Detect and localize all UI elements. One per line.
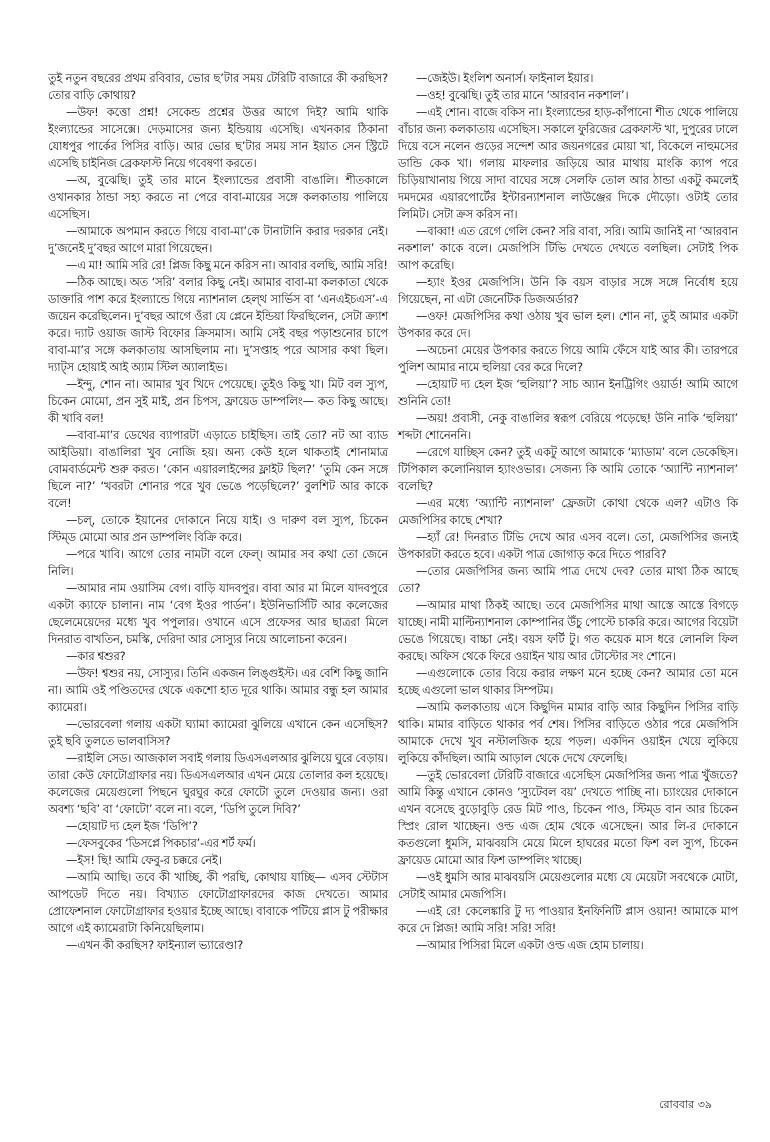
paragraph: —এখন কী করছিস? ফাইন্যাল ভ্যারেণ্ডা? [66,938,244,952]
right-text-column [398,70,738,954]
paragraph: —হ্যাঁ রে! দিনরাত টিভি দেখে আর এসব বলে। তো, মেজপিসির জন্যই উপকারটা করতে হবে। একটা পাত্র জোগাড় করে দিতে পারবি? [398,530,738,561]
page-folio: রোববার ৩৯ [659,1098,712,1111]
paragraph: —বাবা-মা’র ডেথের ব্যাপারটা এড়াতে চাইছিস। তাই তো? নট আ ব্যাড আইডিয়া। বাঙালিরা খুব নোজি হয়। অন্য কেউ হলে থাকতাই শোনামাত্র বোমবার্ডমেন্ট শুরু করত। ‘কোন এয়ারলাইন্সের ফ্লাইট ছিল?’ ‘তুমি কেন সঙ্গে ছিলে না?’ ‘খবরটা শোনার পরে খুব ভেঙে পড়েছিলে?’ বুলশিট আর কাকে বলে! [48,428,388,510]
paragraph: —আমাকে অপমান করতে গিয়ে বাবা-মা’কে টানাটানি করার দরকার নেই। দু’জনেই দু’বছর আগে মারা গিয়েছেন। [48,224,388,255]
paragraph: —তোর মেজপিসির জন্য আমি পাত্র দেখে দেব? তোর মাথা ঠিক আছে তো? [398,564,738,595]
paragraph: —এগুলোকে তোর বিয়ে করার লক্ষণ মনে হচ্ছে কেন? আমার তো মনে হচ্ছে এগুলো ভাল থাকার সিম্পটম। [398,666,738,697]
paragraph: —ইন্দু, শোন না। আমার খুব খিদে পেয়েছে। তুইও কিছু খা। মিট বল স্যুপ, চিকেন মোমো, প্রন সুই মাই, প্রন চিপস, ফ্রায়েড ডাম্পলিং— কত কিছু আছে। কী খাবি বল! [48,377,388,425]
left-text-column [48,70,388,954]
paragraph: —অ, বুঝেছি। তুই তার মানে ইংল্যান্ডের প্রবাসী বাঙালি। শীতকালে ওখানকার ঠান্ডা সহ্য করতে না পেরে বাবা-মায়ের সঙ্গে কলকাতায় পালিয়ে এসেছিস। [48,173,388,221]
paragraph: —আমার পিসিরা মিলে একটা ওল্ড এজ হোম চালায়। [416,938,644,952]
paragraph: —ঠিক আছে। অত ‘সরি’ বলার কিছু নেই। আমার বাবা-মা কলকাতা থেকে ডাক্তারি পাশ করে ইংল্যান্ডে গিয়ে ন্যাশনাল হেল্‌থ সার্ভিস বা ‘এনএইচএস’-এ জয়েন করেছিলেন। দু’বছর আগে ওঁরা যে প্লেনে ইন্ডিয়া ফিরছিলেন, সেটা ক্র্যাশ করে। দ্যাট ওয়াজ জাস্ট বিফোর ক্রিসমাস। আমি সেই বছর পড়াশুনোর চাপে বাবা-মা’র সঙ্গে কলকাতায় আসছিলাম না। দু’সপ্তাহ পরে আসার কথা ছিল। দ্যাট্‌স হোয়াই আই অ্যাম স্টিল অ্যালাইভ। [48,275,388,374]
paragraph: —আমি আছি। তবে কী খাচ্ছি, কী পরছি, কোথায় যাচ্ছি— এসব স্টেটাস আপডেট দিতে নয়। বিখ্যাত ফোটোগ্রাফারদের কাজ দেখতে। আমার প্রোফেশনাল ফোটোগ্রাফার হওয়ার ইচ্ছে আছে। বাবাকে পটিয়ে প্লাস টু পরীক্ষার আগে এই ক্যামেরাটা কিনিয়েছিলাম। [48,870,388,935]
paragraph: —হোয়াট দ্য হেল ইজ ‘ডিপি’? [66,819,198,833]
paragraph: —আমার মাথা ঠিকই আছে। তবে মেজপিসির মাথা আস্তে আস্তে বিগড়ে যাচ্ছে। নামী মাল্টিন্যাশনাল কোম্পানির উঁচু পোস্টে চাকরি করে। আগের বিয়েটা ভেঙে গিয়েছে। বাচ্চা নেই। বয়স ফর্টি টু। গত কয়েক মাস ধরে লোনলি ফিল করছে। অফিস থেকে ফিরে ওয়াইন খায় আর টোস্টোর সং শোনে। [398,598,738,663]
paragraph: —ওই ধুমসি আর মাঝবয়সি মেয়েগুলোর মধ্যে যে মেয়েটা সবথেকে মোটা, সেটাই আমার মেজপিসি। [398,870,738,901]
paragraph: —রেগে যাচ্ছিস কেন? তুই একটু আগে আমাকে ‘ম্যাডাম’ বলে ডেকেছিস। টিপিকাল কলোনিয়াল হ্যাংওভার। সেজন্য কি আমি তোকে ‘অ্যান্টি ন্যাশনাল’ বলেছি? [398,445,738,493]
paragraph: —এর মধ্যে ‘অ্যান্টি ন্যাশনাল’ ফ্রেজটা কোথা থেকে এল? এটাও কি মেজপিসির কাছে শেখা? [398,496,738,527]
paragraph: —অয়! প্রবাসী, নেকু বাঙালির স্বরূপ বেরিয়ে পড়েছে! উনি নাকি ‘হুলিয়া’ শব্দটা শোনেননি। [398,411,738,442]
paragraph: —তুই ভোরবেলা টেরিটি বাজারে এসেছিস মেজপিসির জন্য পাত্র খুঁজতে? আমি কিন্তু এখানে কোনও ‘স্যুটেবল বয়’ দেখতে পাচ্ছি না। চ্যাংয়ের দোকানে এখন বসেছে বুড়োবুড়ি রেড মিট পাও, চিকেন পাও, স্টিম্‌ড বান আর চিকেন স্প্রিং রোল খাচ্ছেন। ওল্ড এজ হোম থেকে এসেছেন। আর লি-র দোকানে কতগুলো ধুমসি, মাঝবয়সি মেয়ে মিলে হাঘরের মতো ফিশ বল স্যুপ, চিকেন ফ্রায়েড মোমো আর ফিশ ডাম্পলিং খাচ্ছে। [398,768,738,867]
paragraph: —কার শ্বশুর? [66,649,126,663]
paragraph: —এই রে! কেলেঙ্কারি টু দ্য পাওয়ার ইনফিনিটি প্লাস ওয়ান! আমাকে মাপ করে দে প্লিজ! আমি সরি! সরি! সরি! [398,904,738,935]
paragraph: —জেইউ। ইংলিশ অনার্স। ফাইনাল ইয়ার। [416,71,594,85]
paragraph: —হ্যাং ইওর মেজপিসি। উনি কি বয়স বাড়ার সঙ্গে সঙ্গে নির্বোধ হয়ে গিয়েছেন, না এটা জেনেটিক ডিজঅর্ডার? [398,275,738,306]
paragraph: —উফ! শ্বশুর নয়, সোস্যুর। তিনি একজন লিঙ্গুইস্ট। এর বেশি কিছু জানি না। আমি ওই পণ্ডিতদের থেকে একশো হাত দূরে থাকি। আমার বন্ধু হল আমার ক্যামেরা। [48,666,388,714]
paragraph: —ওফ! মেজপিসির কথা ওঠায় খুব ভাল হল। শোন না, তুই আমার একটা উপকার করে দে। [398,309,738,340]
paragraph: —হোয়াট দ্য হেল ইজ ‘হুলিয়া’? সাচ অ্যান ইনট্রিগিং ওয়ার্ড! আমি আগে শুনিনি তো! [398,377,738,408]
paragraph: —চল্‌, তোকে ইয়ানের দোকানে নিয়ে যাই। ও দারুণ বল স্যুপ, চিকেন স্টিম্‌ড মোমো আর প্রন ডাম্পলিং বিক্রি করে। [48,513,388,544]
paragraph: —উফ! কত্তো প্রশ্ন! সেকেন্ড প্রশ্নের উত্তর আগে দিই? আমি থাকি ইংল্যান্ডের সাসেক্সে। দেড়মাসের জন্য ইন্ডিয়ায় এসেছি। এখনকার ঠিকানা যোধপুর পার্কের পিসির বাড়ি। আর ভোর ছ’টার সময় সান ইয়াত সেন স্ট্রিটে এসেছি চাইনিজ ব্রেকফাস্ট নিয়ে গবেষণা করতে। [48,105,388,170]
paragraph: —ইস! ছি! আমি ফেবু-র চক্করে নেই। [66,853,222,867]
paragraph: —আমার নাম ওয়াসিম বেগ। বাড়ি যাদবপুর। বাবা আর মা মিলে যাদবপুরে একটা ক্যাফে চালান। নাম ‘বেগ ইওর পার্ডন’। ইউনিভার্সিটি আর কলেজের ছেলেমেয়েদের মধ্যে খুব পপুলার। ওখানে এসে প্রফেসর আর ছাত্ররা মিলে দিনরাত বাখতিন, চমস্কি, দেরিদা আর সোস্যুর নিয়ে আলোচনা করেন। [48,581,388,646]
paragraph: —এ মা! আমি সরি রে! প্লিজ কিছু মনে করিস না। আবার বলছি, আমি সরি! [66,258,388,272]
paragraph: —ফেসবুকের ‘ডিসপ্লে পিকচার’-এর শর্ট ফর্ম। [66,836,256,850]
paragraph: —ওহ! বুঝেছি। তুই তার মানে ‘আরবান নকশাল’। [416,88,629,102]
paragraph: —ভোরবেলা গলায় একটা ঘ্যামা ক্যামেরা ঝুলিয়ে এখানে কেন এসেছিস? তুই ছবি তুলতে ভালবাসিস? [48,717,388,748]
paragraph: —রাইলি সেড। আজকাল সবাই গলায় ডিএসএলআর ঝুলিয়ে ঘুরে বেড়ায়। তারা কেউ ফোটোগ্রাফার নয়। ডিএসএলআর এখন মেয়ে তোলার কল হয়েছে। কলেজের মেয়েগুলো পিছনে ঘুরঘুর করে ফোটো তুলে দেওয়ার জন্য। ওরা অবশ্য ‘ছবি’ বা ‘ফোটো’ বলে না। বলে, ‘ডিপি তুলে দিবি?’ [48,751,388,816]
paragraph: তুই নতুন বছরের প্রথম রবিবার, ভোর ছ’টার সময় টেরিটি বাজারে কী করছিস? তোর বাড়ি কোথায়? [48,71,388,102]
paragraph: —আমি কলকাতায় এসে কিছুদিন মামার বাড়ি আর কিছুদিন পিসির বাড়ি থাকি। মামার বাড়িতে থাকার পর্ব শেষ। পিসির বাড়িতে ওঠার পরে মেজপিসি আমাকে দেখে খুব নস্টালজিক হয়ে পড়ল। একদিন ওয়াইন খেয়ে লুকিয়ে লুকিয়ে কাঁদছিল। আমি আড়াল থেকে দেখে ফেলেছি। [398,700,738,765]
paragraph: —পরে খাবি। আগে তোর নামটা বলে ফেল্‌। আমার সব কথা তো জেনে নিলি। [48,547,388,578]
paragraph: —অচেনা মেয়ের উপকার করতে গিয়ে আমি ফেঁসে যাই আর কী। তারপরে পুলিশ আমার নামে হুলিয়া বের করে দিলে? [398,343,738,374]
paragraph: —বাব্বা! এত রেগে গেলি কেন? সরি বাবা, সরি। আমি জানিই না ‘আরবান নকশাল’ কাকে বলে। মেজপিসি টিভি দেখতে দেখতে বলছিল। সেটাই পিক আপ করেছি। [398,224,738,272]
paragraph: —এই শোন। বাজে বকিস না। ইংল্যান্ডের হাড়-কাঁপানো শীত থেকে পালিয়ে বাঁচার জন্য কলকাতায় এসেছিস। সকালে ফুরিজের ব্রেকফাস্ট খা, দুপুরের ঢালে দিয়ে বসে নলেন গুড়ের সন্দেশ আর জয়নগরের মোয়া খা, বিকেলে নাহুমসের ডান্ডি কেক খা। গলায় মাফলার জড়িয়ে আর মাথায় মাংকি ক্যাপ পরে চিড়িয়াখানায় গিয়ে সাদা বাঘের সঙ্গে সেলফি তোল আর ঠান্ডা একটু কমলেই দমদমের এয়ারপোর্টের ইন্টারন্যাশনাল লাউঞ্জের দিকে দৌড়ো। ওটাই তোর লিমিট। সেটা ক্রস করিস না। [398,105,738,221]
